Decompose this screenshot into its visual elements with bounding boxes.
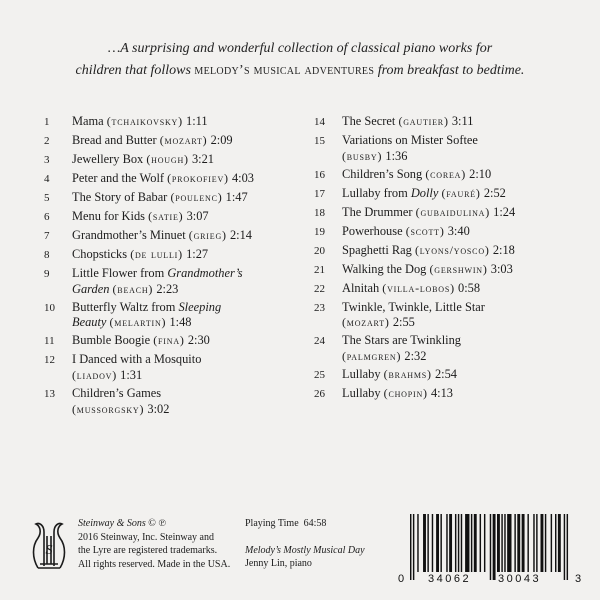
- track-info: [342, 333, 564, 364]
- playing-time: [245, 517, 385, 530]
- track-title-italic: Garden: [72, 281, 110, 296]
- track-number: 5: [44, 192, 50, 204]
- track-duration: 2:10: [469, 166, 492, 181]
- track-duration: 3:07: [186, 209, 209, 223]
- track-title: Lullaby from: [342, 185, 411, 200]
- track-info: [342, 262, 564, 279]
- playing-time-label: Playing Time: [245, 518, 299, 529]
- track-duration: 2:52: [483, 185, 506, 200]
- barcode-bar: [449, 514, 452, 572]
- track-duration: 0:58: [458, 280, 481, 295]
- barcode-bar: [567, 514, 568, 580]
- track-duration: 1:36: [385, 148, 408, 163]
- track-title: Mama: [72, 114, 104, 128]
- track-row: [44, 152, 304, 169]
- barcode-bar: [517, 514, 520, 572]
- track-title: Bread and Butter: [72, 133, 157, 147]
- barcode-bar: [461, 514, 462, 572]
- track-duration: 1:31: [120, 368, 143, 383]
- track-title: Powerhouse: [342, 223, 403, 238]
- track-row: [314, 262, 564, 279]
- track-duration: 3:03: [490, 261, 513, 276]
- barcode-bar: [514, 514, 515, 572]
- barcode-bar: [471, 514, 472, 572]
- track-duration: 2:55: [392, 315, 415, 330]
- track-composer: (gershwin): [429, 261, 488, 276]
- track-info: [72, 171, 304, 188]
- track-info: [72, 114, 304, 131]
- track-row: [44, 300, 304, 331]
- track-title-italic: Beauty: [72, 315, 107, 330]
- track-title-italic: Sleeping: [178, 299, 222, 314]
- track-info: [342, 205, 564, 222]
- track-number: 17: [314, 187, 325, 200]
- tagline-line-2-end: from breakfast to bedtime.: [377, 63, 525, 78]
- track-duration: 1:47: [225, 190, 248, 204]
- barcode-bar: [493, 514, 496, 580]
- track-row: [314, 281, 564, 298]
- track-title: Lullaby: [342, 386, 381, 401]
- barcode-bar: [504, 514, 505, 572]
- track-duration: 2:14: [229, 228, 252, 242]
- track-title: The Secret: [342, 114, 396, 128]
- svg-text:S: S: [45, 543, 53, 558]
- album-title: Melody’s Mostly Musical Day: [245, 545, 365, 556]
- track-duration: 2:09: [210, 133, 233, 147]
- track-duration: 4:13: [430, 386, 453, 401]
- barcode-bar: [423, 514, 426, 572]
- barcode-bar: [455, 514, 456, 572]
- track-info: [342, 133, 564, 164]
- tagline: [40, 38, 560, 82]
- copyright-line-2: the Lyre are registered trademarks.: [78, 545, 218, 556]
- track-info: [342, 186, 564, 203]
- track-row: [314, 243, 564, 260]
- track-number: 18: [314, 206, 325, 219]
- track-number: 19: [314, 225, 325, 238]
- track-title: Variations on Mister Softee: [342, 133, 478, 147]
- track-number: 3: [44, 154, 50, 166]
- track-info: [72, 228, 304, 245]
- brand-marks: © ℗: [148, 518, 166, 529]
- track-composer: (busby): [342, 148, 383, 163]
- tagline-line-2: [40, 60, 560, 82]
- track-composer: (satie): [148, 209, 184, 223]
- track-number: 20: [314, 244, 325, 257]
- barcode-bar: [507, 514, 511, 572]
- track-info: [72, 352, 304, 383]
- track-number: 4: [44, 173, 50, 185]
- barcode-digit-last: 3: [575, 573, 582, 585]
- track-composer: (mussorgsky): [72, 401, 145, 416]
- track-composer: (villa-lobos): [382, 280, 455, 295]
- track-row: [44, 114, 304, 131]
- track-title: Children’s Games: [72, 386, 162, 401]
- track-row: [314, 133, 564, 164]
- track-number: 15: [314, 135, 325, 147]
- track-composer: (brahms): [383, 367, 432, 382]
- track-title: Twinkle, Twinkle, Little Star: [342, 299, 485, 314]
- steinway-lyre-logo-icon: [30, 518, 68, 572]
- barcode-bar: [427, 514, 428, 572]
- track-info: [342, 386, 564, 403]
- track-composer: (chopin): [383, 386, 428, 401]
- barcode-bar: [536, 514, 537, 572]
- track-row: [314, 300, 564, 331]
- track-row: [314, 367, 564, 384]
- track-title: Peter and the Wolf: [72, 171, 165, 185]
- track-number: 24: [314, 335, 325, 348]
- track-info: [72, 133, 304, 150]
- copyright-line-3: All rights reserved. Made in the USA.: [78, 558, 231, 570]
- track-number: 16: [314, 168, 325, 181]
- barcode-bar: [410, 514, 411, 580]
- track-info: [342, 367, 564, 384]
- tagline-line-1: …A surprising and wonderful collection of classical piano works for: [107, 41, 493, 56]
- track-number: 26: [314, 388, 325, 401]
- barcode-bar: [555, 514, 556, 572]
- barcode-bar: [497, 514, 500, 572]
- track-duration: 2:18: [492, 242, 515, 257]
- track-row: [44, 333, 304, 350]
- track-number: 23: [314, 301, 325, 314]
- track-info: [72, 190, 304, 207]
- track-title: Jewellery Box: [72, 152, 144, 166]
- track-composer: (melartin): [109, 315, 167, 330]
- track-number: 11: [44, 335, 55, 348]
- barcode-bar: [458, 514, 459, 572]
- barcode-bar: [533, 514, 534, 572]
- track-number: 7: [44, 230, 50, 242]
- track-row: [44, 266, 304, 297]
- track-duration: 1:11: [186, 114, 208, 128]
- barcode-bar: [436, 514, 439, 572]
- track-composer: (beach): [112, 281, 154, 296]
- track-title: Spaghetti Rag: [342, 242, 412, 257]
- track-title-italic: Dolly: [410, 185, 439, 200]
- barcode-group-1: 34062: [428, 573, 472, 585]
- track-composer: (prokofiev): [167, 171, 229, 185]
- track-row: [314, 224, 564, 241]
- track-row: [44, 352, 304, 383]
- track-duration: 1:48: [169, 315, 192, 330]
- track-title: Children’s Song: [342, 166, 423, 181]
- barcode-bar: [522, 514, 525, 572]
- track-title: Alnitah: [342, 280, 380, 295]
- track-info: [342, 300, 564, 331]
- tagline-line-2-start: children that follows: [75, 63, 191, 78]
- track-composer: (mozart): [342, 315, 390, 330]
- track-number: 2: [44, 135, 50, 147]
- track-number: 10: [44, 301, 55, 314]
- track-info: [72, 152, 304, 169]
- track-title: Lullaby: [342, 367, 381, 382]
- track-composer: (tchaikovsky): [106, 114, 183, 128]
- track-composer: (grieg): [188, 228, 227, 242]
- barcode-bar: [558, 514, 561, 572]
- track-info: [72, 386, 304, 417]
- barcode-bar: [480, 514, 481, 572]
- track-number: 25: [314, 369, 325, 382]
- barcode-bar: [417, 514, 418, 572]
- track-composer: (fauré): [441, 185, 481, 200]
- playing-time-value: 64:58: [303, 518, 327, 529]
- track-number: 22: [314, 282, 325, 295]
- barcode-bar: [446, 514, 447, 572]
- track-row: [314, 386, 564, 403]
- track-number: 9: [44, 268, 50, 280]
- track-duration: 3:21: [191, 152, 214, 166]
- track-info: [342, 167, 564, 184]
- barcode-digit-first: 0: [398, 573, 405, 585]
- track-title: Grandmother’s Minuet: [72, 228, 186, 242]
- track-duration: 2:54: [434, 367, 457, 382]
- track-composer: (corea): [425, 166, 467, 181]
- track-row: [44, 190, 304, 207]
- barcode-bar: [490, 514, 491, 580]
- track-duration: 1:27: [186, 247, 209, 261]
- tracklist-left: [44, 114, 304, 420]
- track-info: [72, 300, 304, 331]
- barcode-bar: [474, 514, 477, 572]
- track-number: 1: [44, 116, 50, 128]
- track-title: The Story of Babar: [72, 190, 168, 204]
- track-title: I Danced with a Mosquito: [72, 352, 202, 367]
- track-title: Little Flower from: [72, 266, 168, 280]
- track-composer: (gautier): [398, 114, 449, 128]
- barcode-bar: [527, 514, 528, 572]
- track-info: [72, 266, 304, 297]
- album-info: [245, 544, 405, 570]
- track-composer: (palmgren): [342, 349, 402, 364]
- track-composer: (poulenc): [170, 190, 223, 204]
- copyright-line-1: 2016 Steinway, Inc. Steinway and: [78, 531, 214, 543]
- track-composer: (hough): [146, 152, 189, 166]
- track-duration: 2:32: [404, 349, 427, 364]
- barcode-bar: [484, 514, 485, 572]
- track-number: 21: [314, 263, 325, 276]
- track-info: [342, 114, 564, 131]
- track-row: [314, 333, 564, 364]
- track-title: Bumble Boogie: [72, 333, 151, 348]
- barcode-group-2: 30043: [498, 573, 542, 585]
- track-duration: 1:24: [493, 204, 516, 219]
- track-title: Menu for Kids: [72, 209, 145, 223]
- track-info: [342, 224, 564, 241]
- track-composer: (lyons/yosco): [414, 242, 490, 257]
- track-title: The Stars are Twinkling: [342, 333, 461, 348]
- barcode-bar: [432, 514, 433, 572]
- track-duration: 3:02: [147, 401, 170, 416]
- barcode-bar: [551, 514, 552, 572]
- track-row: [44, 386, 304, 417]
- track-number: 8: [44, 249, 50, 261]
- barcode-bar: [465, 514, 469, 572]
- barcode-bar: [564, 514, 565, 580]
- barcode-bar: [413, 514, 414, 580]
- track-info: [72, 247, 304, 264]
- barcode-bar: [541, 514, 544, 572]
- barcode-bar: [545, 514, 546, 572]
- brand-name: Steinway & Sons: [78, 518, 146, 529]
- track-composer: (de lulli): [130, 247, 183, 261]
- track-row: [314, 167, 564, 184]
- track-title-italic: Grandmother’s: [167, 266, 243, 280]
- track-row: [44, 133, 304, 150]
- copyright-block: [78, 517, 238, 571]
- track-info: [72, 209, 304, 226]
- track-composer: (mozart): [159, 133, 208, 147]
- track-row: [44, 247, 304, 264]
- track-duration: 4:03: [231, 171, 254, 185]
- track-row: [314, 186, 564, 203]
- performer: Jenny Lin, piano: [245, 558, 312, 569]
- track-row: [44, 228, 304, 245]
- track-duration: 2:30: [187, 333, 210, 348]
- track-composer: (gubaidulina): [415, 204, 491, 219]
- track-composer: (scott): [405, 223, 445, 238]
- track-row: [314, 205, 564, 222]
- tracklist-right: [314, 114, 564, 405]
- track-duration: 2:23: [156, 281, 179, 296]
- barcode-bar: [501, 514, 502, 572]
- track-number: 14: [314, 116, 325, 128]
- track-title: The Drummer: [342, 204, 413, 219]
- track-title: Butterfly Waltz from: [72, 299, 179, 314]
- track-composer: (fina): [153, 333, 185, 348]
- upc-barcode: [398, 514, 582, 586]
- barcode-bar: [440, 514, 441, 572]
- track-info: [72, 333, 304, 350]
- track-number: 13: [44, 388, 55, 401]
- track-composer: (liadov): [72, 368, 118, 383]
- track-row: [44, 171, 304, 188]
- track-info: [342, 281, 564, 298]
- tagline-smallcaps: melody’s musical adventures: [194, 63, 375, 78]
- track-number: 6: [44, 211, 50, 223]
- track-number: 12: [44, 354, 55, 367]
- track-title: Chopsticks: [72, 247, 128, 261]
- track-info: [342, 243, 564, 260]
- track-duration: 3:11: [451, 114, 474, 128]
- track-row: [314, 114, 564, 131]
- track-title: Walking the Dog: [342, 261, 427, 276]
- track-duration: 3:40: [447, 223, 470, 238]
- track-row: [44, 209, 304, 226]
